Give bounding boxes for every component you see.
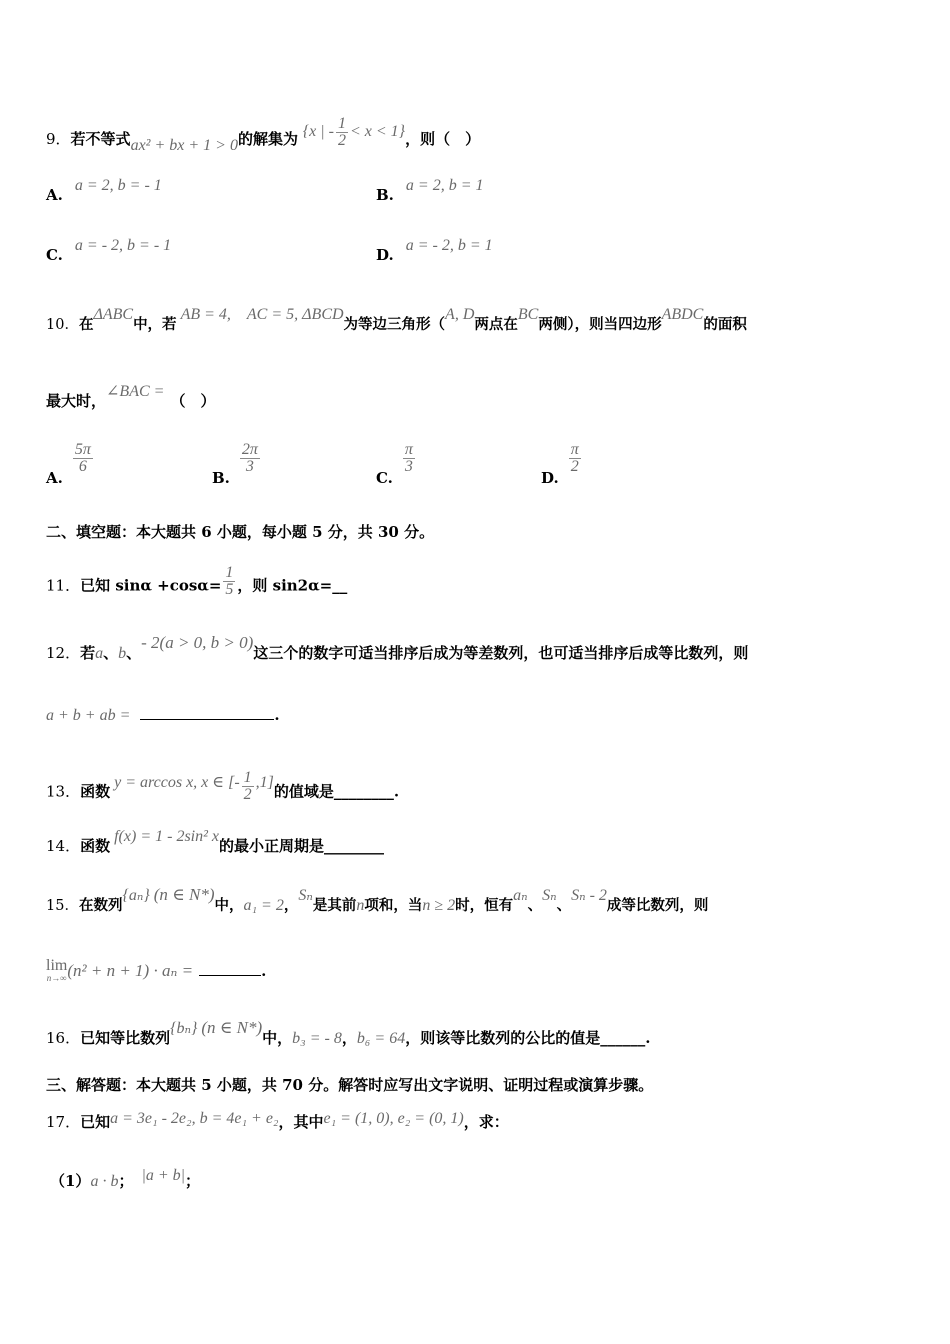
lim-text: lim	[46, 957, 68, 974]
question-12-line2	[46, 704, 910, 727]
question-11	[46, 564, 910, 603]
question-text: 若	[80, 644, 96, 662]
fraction	[336, 116, 348, 149]
magnitude-formula: |a + b|	[141, 1167, 186, 1184]
answer-blank[interactable]	[199, 961, 261, 976]
triangle-formula: ΔABC	[93, 306, 134, 323]
limit-formula: (n² + n + 1) · aₙ =	[67, 961, 194, 980]
option-a	[46, 441, 95, 487]
numerator: π	[570, 441, 579, 458]
option-a	[46, 177, 162, 207]
question-text: 、	[103, 644, 119, 662]
angle-formula: ∠BAC =	[106, 383, 165, 400]
answer-blank[interactable]	[140, 705, 274, 720]
interval-end: ,1]	[255, 773, 274, 791]
fraction	[223, 565, 235, 598]
question-number: 15．	[46, 898, 79, 914]
numerator: 5π	[74, 441, 91, 458]
option-b	[376, 177, 484, 207]
question-text: ，则 sin2α=__	[237, 576, 348, 595]
condition-formula: n ≥ 2	[422, 897, 456, 914]
question-text: ，则（ ）	[405, 130, 481, 149]
sequence-formula: {bₙ}	[170, 1020, 198, 1037]
question-10	[46, 306, 910, 336]
option-d	[376, 237, 493, 267]
question-text: 成等比数列，则	[606, 897, 709, 914]
variable-b: b	[118, 645, 127, 662]
sequence-formula: {aₙ}	[122, 887, 150, 904]
question-text: ，	[283, 897, 299, 914]
question-number: 12．	[46, 644, 81, 662]
option-formula: a = 2, b = - 1	[74, 177, 162, 194]
variable-a: a	[95, 645, 104, 662]
option-c	[376, 441, 417, 487]
option-c	[46, 237, 172, 267]
option-fraction	[403, 442, 415, 475]
question-text: 这三个的数字可适当排序后成为等差数列，也可适当排序后成等比数列，则	[253, 644, 749, 662]
sixth-term-formula: b₆ = 64	[356, 1030, 406, 1047]
option-d	[541, 441, 583, 487]
period: .	[274, 706, 280, 724]
question-17	[46, 1111, 910, 1134]
partial-sum-minus: Sₙ - 2	[571, 887, 607, 904]
quadrilateral-formula: ABDC	[661, 306, 704, 323]
question-10-line2	[46, 383, 910, 413]
option-label: B.	[212, 468, 230, 487]
set-right: < x < 1}	[349, 123, 406, 141]
question-text: 在	[78, 316, 94, 333]
conditions-formula: AB = 4, AC = 5, ΔBCD	[180, 306, 344, 323]
question-text: 的最小正周期是________	[219, 837, 385, 855]
question-text: ，求：	[463, 1113, 509, 1131]
option-formula: a = - 2, b = 1	[405, 237, 493, 254]
denominator: 3	[404, 458, 413, 475]
section-heading-solutions: 三、解答题：本大题共 5 小题，共 70 分。解答时应写出文字说明、证明过程或演算步骤。	[46, 1076, 654, 1094]
denominator: 3	[245, 458, 254, 475]
question-text: 时，恒有	[455, 897, 514, 914]
question-text: 两点在	[474, 316, 518, 333]
set-left: {x | -	[302, 123, 334, 141]
question-text: 函数	[80, 782, 111, 801]
option-fraction	[73, 442, 93, 475]
solution-set-formula	[302, 115, 406, 149]
vectors-formula: a = 3e₁ - 2e₂, b = 4e₁ + e₂	[110, 1110, 279, 1127]
denominator: 2	[243, 786, 252, 803]
denominator: 2	[570, 458, 579, 475]
separator: ；	[118, 1172, 134, 1190]
question-text: 中，若	[133, 316, 177, 333]
option-formula: a = - 2, b = - 1	[74, 237, 172, 254]
question-number: 14．	[46, 837, 81, 855]
question-text: 若不等式	[70, 130, 131, 149]
part-label: （1）	[50, 1172, 91, 1190]
question-text: 的解集为	[237, 130, 298, 149]
question-17-part1	[50, 1167, 910, 1193]
question-text: 最大时，	[46, 392, 107, 410]
numerator: π	[404, 441, 413, 458]
denominator: 6	[78, 458, 87, 475]
question-16	[46, 1018, 910, 1050]
partial-sum: Sₙ	[298, 887, 313, 904]
option-label: D.	[376, 246, 394, 264]
variable-n: n	[356, 897, 365, 914]
question-text: 已知 sinα +cosα=	[80, 576, 222, 595]
option-label: D.	[541, 468, 559, 487]
lim-subscript: n→∞	[46, 973, 67, 983]
function-formula: y = arccos x, x ∈ [-	[114, 773, 240, 791]
sum-formula: a + b + ab =	[46, 707, 131, 724]
domain-formula: (n ∈ N*)	[201, 1018, 263, 1037]
question-text: 为等边三角形（	[343, 316, 446, 333]
question-text: 的值域是________.	[273, 782, 400, 801]
question-number: 11．	[46, 576, 81, 595]
partial-sum: Sₙ	[542, 887, 557, 904]
domain-formula: (n ∈ N*)	[153, 885, 215, 904]
basis-formula: e₁ = (1, 0), e₂ = (0, 1)	[323, 1110, 464, 1127]
option-b	[212, 441, 262, 487]
points-formula: A, D	[445, 306, 475, 323]
question-text: 中，	[214, 897, 244, 914]
option-fraction	[240, 442, 260, 475]
question-14	[46, 828, 910, 858]
question-text: 、	[527, 897, 543, 914]
question-text: ，其中	[278, 1113, 324, 1131]
question-text: 两侧），则当四边形	[538, 316, 662, 333]
question-text: ，	[341, 1029, 357, 1047]
segment-formula: BC	[517, 306, 539, 323]
inequality-formula: ax² + bx + 1 > 0	[130, 137, 238, 155]
limit-operator	[46, 957, 68, 984]
section-heading-fill-in: 二、填空题：本大题共 6 小题，每小题 5 分，共 30 分。	[46, 523, 435, 541]
question-text: 、	[556, 897, 572, 914]
question-15-line2	[46, 957, 910, 984]
dot-product-formula: a · b	[90, 1173, 119, 1190]
fraction	[242, 770, 254, 803]
period: .	[261, 962, 267, 980]
question-15	[46, 885, 910, 917]
option-label: C.	[46, 246, 63, 264]
question-text: 、	[126, 644, 142, 662]
question-text: ，则该等比数列的公比的值是______.	[405, 1029, 651, 1047]
function-formula: f(x) = 1 - 2sin² x	[114, 828, 220, 845]
separator: ；	[185, 1172, 201, 1190]
numerator: 2π	[241, 441, 258, 458]
question-13	[46, 769, 910, 809]
option-formula: a = 2, b = 1	[405, 177, 484, 194]
question-text: 函数	[80, 837, 111, 855]
denominator: 5	[225, 581, 234, 598]
numerator: 1	[337, 115, 346, 132]
question-number: 10．	[46, 317, 79, 333]
numerator: 1	[225, 564, 234, 581]
question-text: 是其前	[312, 897, 357, 914]
denominator: 2	[337, 132, 346, 149]
question-text: 项和，当	[364, 897, 423, 914]
option-fraction	[569, 442, 581, 475]
question-number: 13．	[46, 782, 81, 801]
option-label: A.	[46, 468, 63, 487]
question-12	[46, 633, 910, 665]
question-number: 16．	[46, 1029, 81, 1047]
question-number: 17．	[46, 1113, 81, 1131]
first-term-formula: a₁ = 2	[243, 897, 284, 914]
question-number: 9．	[46, 130, 71, 149]
question-text: （ ）	[170, 392, 216, 410]
question-9	[46, 115, 910, 157]
option-label: A.	[46, 186, 63, 204]
question-text: 已知等比数列	[80, 1029, 171, 1047]
condition-formula: - 2(a > 0, b > 0)	[141, 633, 254, 652]
question-text: 的面积	[703, 316, 747, 333]
numerator: 1	[243, 769, 252, 786]
option-label: C.	[376, 468, 393, 487]
question-text: 已知	[80, 1113, 111, 1131]
term-formula: aₙ	[513, 887, 528, 904]
option-label: B.	[376, 186, 394, 204]
third-term-formula: b₃ = - 8	[292, 1030, 342, 1047]
question-text: 中，	[262, 1029, 293, 1047]
question-text: 在数列	[78, 897, 123, 914]
